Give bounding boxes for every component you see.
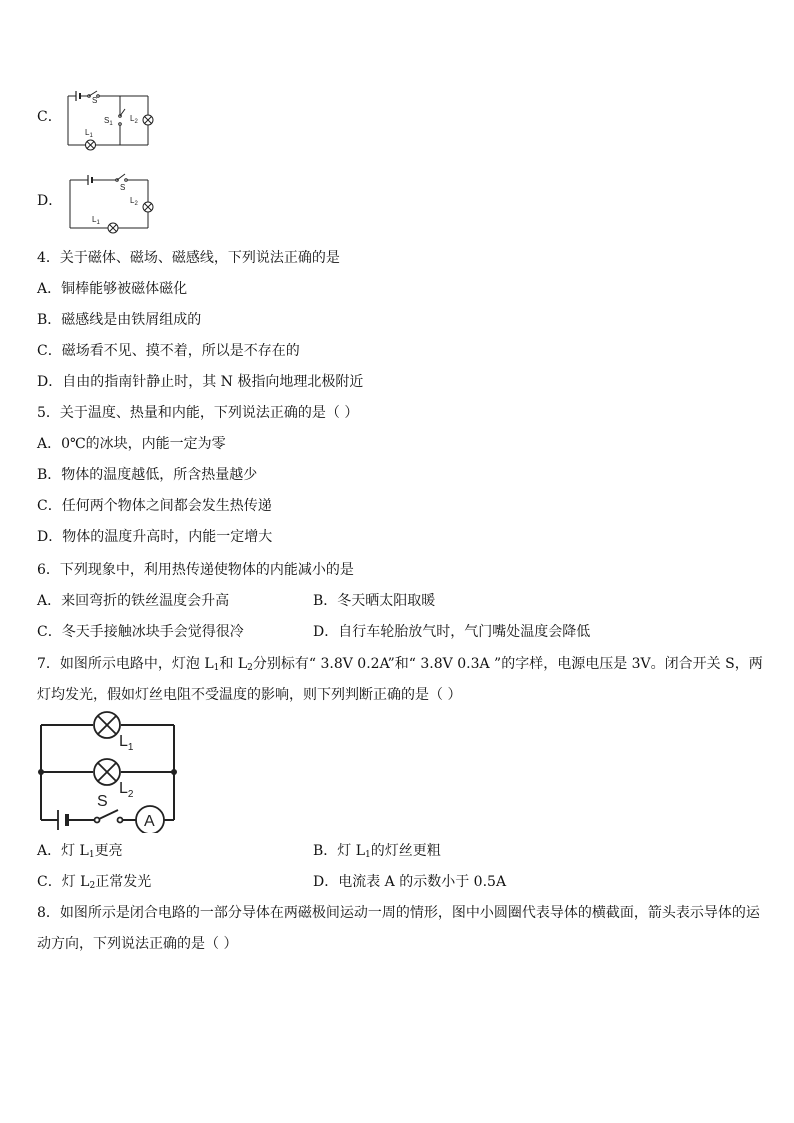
q5-option-c: C．任何两个物体之间都会发生热传递 [37,498,272,514]
svg-text:L1: $L_1$ [85,128,93,139]
svg-text:L1: $L_1$ [119,733,134,753]
q5-stem: 5．关于温度、热量和内能，下列说法正确的是（ ） [37,405,359,421]
lamp-l1-icon [94,712,120,738]
label-l1: L [92,215,97,224]
label-s: S [97,793,108,810]
q6-option-c: C．冬天手接触冰块手会觉得很冷 [37,624,244,640]
label-l2: L [130,196,135,205]
svg-text:L1: $L_1$ [92,215,100,226]
q3-option-c-label: C． [37,109,62,125]
label-l1: L [119,733,128,750]
q4-option-d: D．自由的指南针静止时，其 N 极指向地理北极附近 [37,374,364,390]
svg-text:L2: $L_2$ [119,780,134,800]
q5-option-b: B．物体的温度越低，所含热量越少 [37,467,258,483]
q7-option-c: C．灯 $L_2$正常发光 [37,874,152,891]
label-a: A [144,813,155,830]
svg-text:S [120,183,125,192]
q5-option-a: A．0℃的冰块，内能一定为零 [37,436,226,452]
battery-icon [58,810,67,830]
svg-text:L2: $L_2$ [130,196,138,207]
q4-option-b: B．磁感线是由铁屑组成的 [37,312,202,328]
label-s1: S [104,116,110,125]
battery-icon [88,175,92,185]
lamp-l2-icon [143,202,153,212]
q7-option-b: B．灯 $L_1$的灯丝更粗 [313,843,441,860]
q3-option-d-circuit [62,170,162,236]
q8-stem-line1: 8．如图所示是闭合电路的一部分导体在两磁极间运动一周的情形，图中小圆圈代表导体的横截面，箭头表示导体的运 [37,905,760,921]
label-s: S [120,183,126,192]
svg-text:L2: $L_2$ [130,114,138,125]
q8-stem-line2: 动方向，下列说法正确的是（ ） [37,936,238,952]
q4-option-a: A．铜棒能够被磁体磁化 [37,281,188,297]
q7-stem-line1: 7．如图所示电路中，灯泡 $L_1$和 $L_2$分别标有“ 3.8V 0.2A”和“ 3.8V 0.3A ”的字样，电源电压是 3V。闭合开关 S，两 [37,656,763,673]
lamp-l2-icon [94,759,120,785]
label-l2: L [119,780,128,797]
battery-icon [76,91,80,101]
label-l2: L [130,114,135,123]
q7-option-a: A．灯 $L_1$更亮 [37,843,123,860]
lamp-l1-icon [108,223,118,233]
q5-option-d: D．物体的温度升高时，内能一定增大 [37,529,273,545]
q7-option-d: D．电流表 A 的示数小于 0.5A [313,874,507,890]
switch-s-icon [116,174,128,181]
svg-text:S1: $S_1$ [104,116,113,127]
q3-option-d-label: D． [37,193,63,209]
lamp-l2-icon [143,115,153,125]
q6-stem: 6．下列现象中，利用热传递使物体的内能减小的是 [37,562,354,578]
label-l1: L [85,128,90,137]
junction-dot-right [171,769,177,775]
svg-text:S [92,96,97,105]
q7-circuit-diagram [34,708,184,833]
q4-stem: 4．关于磁体、磁场、磁感线，下列说法正确的是 [37,250,340,266]
label-s: S [92,96,98,105]
q7-stem-line2: 灯均发光，假如灯丝电阻不受温度的影响，则下列判断正确的是（ ） [37,687,462,703]
q6-option-d: D．自行车轮胎放气时，气门嘴处温度会降低 [313,624,591,640]
switch-icon [95,810,123,823]
q4-option-c: C．磁场看不见、摸不着，所以是不存在的 [37,343,300,359]
junction-dot-left [38,769,44,775]
lamp-l1-icon [86,140,96,150]
q6-option-a: A．来回弯折的铁丝温度会升高 [37,593,230,609]
q6-option-b: B．冬天晒太阳取暖 [313,593,436,609]
q3-option-c-circuit [62,86,162,156]
